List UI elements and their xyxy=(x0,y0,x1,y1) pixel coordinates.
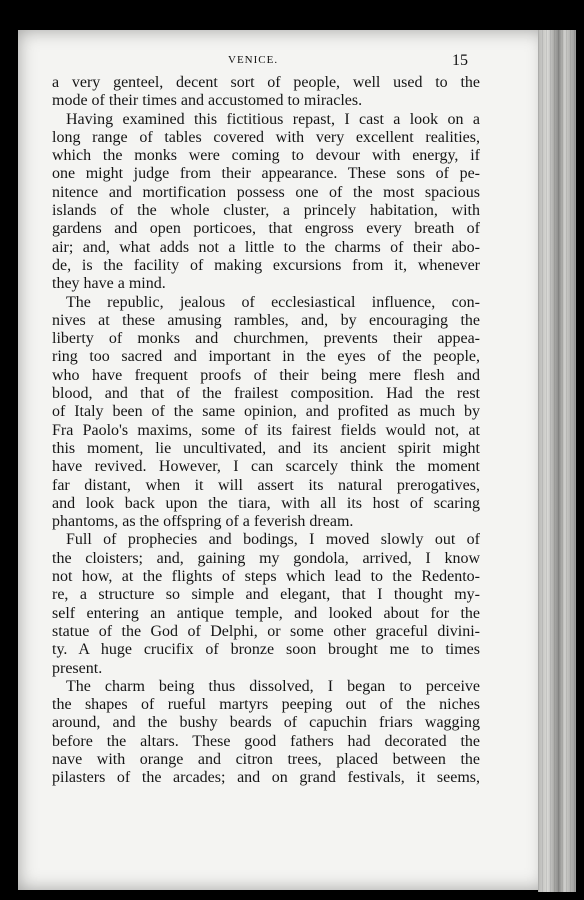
page-number: 15 xyxy=(452,52,468,69)
text-line: pilasters of the arcades; and on grand festivals, it seems, xyxy=(52,769,480,787)
paragraph-4 xyxy=(52,531,480,677)
text-line: the cloisters; and, gaining my gondola, arrived, I know xyxy=(52,549,480,567)
text-line: a very genteel, decent sort of people, well used to the xyxy=(52,74,480,91)
text-line: mode of their times and accustomed to miracles. xyxy=(52,92,363,110)
text-line: nave with orange and citron trees, placed between the xyxy=(52,750,480,768)
text-line: around, and the bushy beards of capuchin friars wagging xyxy=(52,714,480,732)
text-line: statue of the God of Delphi, or some other graceful divini- xyxy=(52,622,480,640)
text-line: Full of prophecies and bodings, I moved slowly out of xyxy=(66,531,480,549)
text-line: long range of tables covered with very excellent realities, xyxy=(52,128,480,146)
text-line: de, is the facility of making excursions from it, whenever xyxy=(52,256,480,274)
text-line: nitence and mortification possess one of the most spacious xyxy=(52,183,480,201)
text-line: liberty of monks and churchmen, prevents their appea- xyxy=(52,330,480,348)
text-line: they have a mind. xyxy=(52,275,166,293)
text-line: the shapes of rueful martyrs peeping out of the niches xyxy=(52,696,480,714)
text-line: before the altars. These good fathers had decorated the xyxy=(52,732,480,750)
paragraph-3 xyxy=(52,294,480,532)
text-line: The charm being thus dissolved, I began to perceive xyxy=(66,677,480,695)
text-line: The republic, jealous of ecclesiastical influence, con- xyxy=(66,293,480,311)
text-line: gardens and open porticoes, that engross every breath of xyxy=(52,220,480,238)
text-line: and look back upon the tiara, with all its host of scaring xyxy=(52,494,480,512)
text-line: self entering an antique temple, and looked about for the xyxy=(52,604,480,622)
text-line: air; and, what adds not a little to the charms of their abo- xyxy=(52,238,480,256)
text-line: islands of the whole cluster, a princely habitation, with xyxy=(52,202,480,220)
text-line: ring too sacred and important in the eyes of the people, xyxy=(52,348,480,366)
text-line: of Italy been of the same opinion, and profited as much by xyxy=(52,403,480,421)
text-line: which the monks were coming to devour with energy, if xyxy=(52,147,480,165)
page-edges xyxy=(538,30,576,892)
text-line: ty. A huge crucifix of bronze soon brought me to times xyxy=(52,641,480,659)
text-line: present. xyxy=(52,659,103,677)
paragraph-1 xyxy=(52,74,480,111)
text-line: phantoms, as the offspring of a feverish dream. xyxy=(52,513,354,531)
text-line: far distant, when it will assert its natural prerogatives, xyxy=(52,476,480,494)
text-line: who have frequent proofs of their being mere flesh and xyxy=(52,366,480,384)
page-header xyxy=(48,52,468,72)
text-line: one might judge from their appearance. These sons of pe- xyxy=(52,165,480,183)
text-line: nives at these amusing rambles, and, by encouraging the xyxy=(52,311,480,329)
running-head: VENICE. xyxy=(228,54,279,66)
text-line: not how, at the flights of steps which lead to the Redento- xyxy=(52,568,480,586)
text-line: Fra Paolo's maxims, some of its fairest fields would not, at xyxy=(52,421,480,439)
body-text xyxy=(52,74,480,788)
text-line: have revived. However, I can scarcely think the moment xyxy=(52,458,480,476)
text-line: this moment, lie uncultivated, and its ancient spirit might xyxy=(52,439,480,457)
paragraph-2 xyxy=(52,111,480,294)
text-line: re, a structure so simple and elegant, that I thought my- xyxy=(52,586,480,604)
text-line: Having examined this fictitious repast, I cast a look on a xyxy=(66,110,480,128)
paragraph-5 xyxy=(52,678,480,788)
text-line: blood, and that of the frailest composition. Had the rest xyxy=(52,385,480,403)
